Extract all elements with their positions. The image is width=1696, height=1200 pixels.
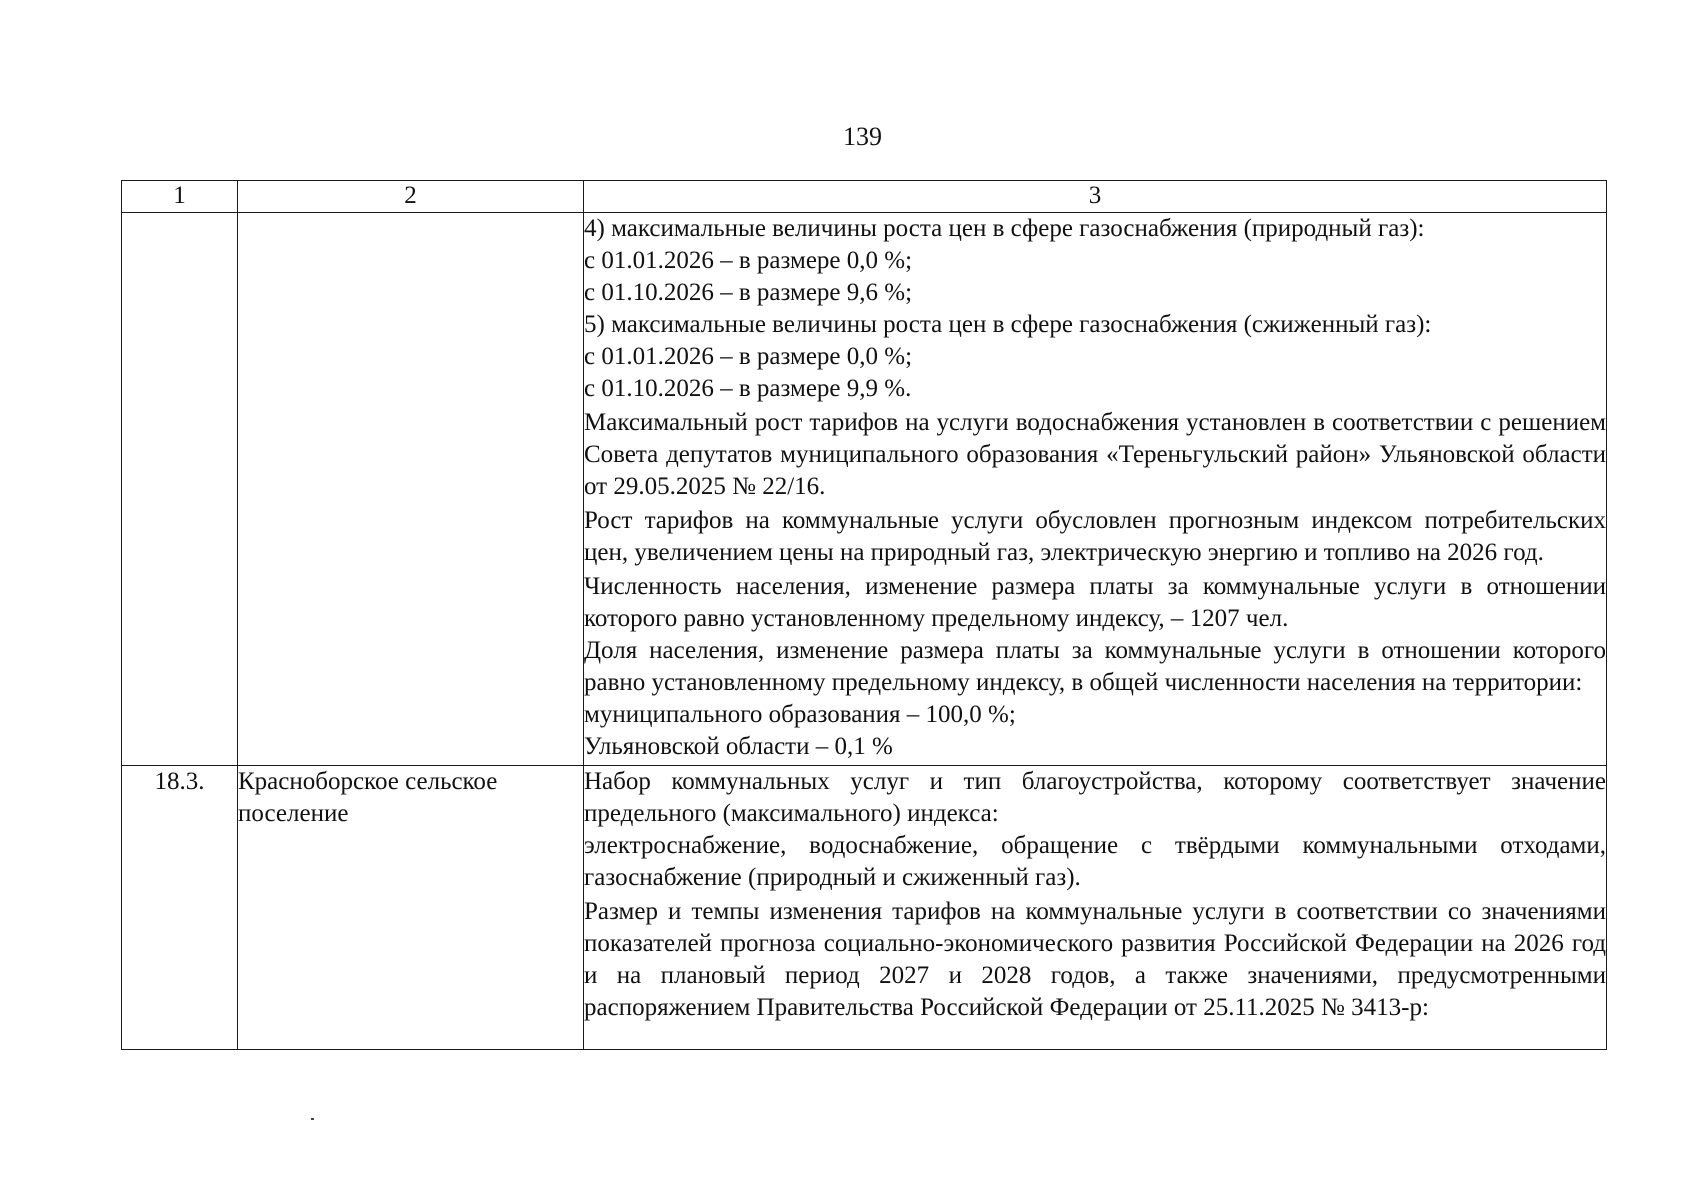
row-name-cell: Красноборское сельское поселение (238, 766, 584, 1050)
row-content-cell (584, 766, 1607, 1050)
gas-liquefied-jan: с 01.01.2026 – в размере 0,0 %; (584, 343, 913, 370)
tariff-table (121, 180, 1607, 1050)
services-list-paragraph: электроснабжение, водоснабжение, обращение с твёрдыми коммунальными отходами, газоснабжение (природный и сжиженный газ). (584, 832, 1606, 891)
tariff-rates-paragraph: Размер и темпы изменения тарифов на коммунальные услуги в соответствии со значениями показателей прогноза социально-экономического развития Российской Федерации на 2026 год и на плановый период 2027 и 2028 годов, а также значениями, предусмотренными распоряжением Правительства Российской Федерации от 25.11.2025 № 3413-р: (584, 898, 1606, 1021)
row-name-cell-empty (238, 213, 584, 766)
table-row-continued (122, 213, 1607, 766)
tariff-growth-paragraph: Рост тарифов на коммунальные услуги обусловлен прогнозным индексом потребительских цен, увеличением цены на природный газ, электрическую энергию и топливо на 2026 год. (584, 507, 1606, 566)
table-header-row (122, 181, 1607, 213)
row-number-cell: 18.3. (122, 766, 238, 1050)
gas-natural-heading: 4) максимальные величины роста цен в сфере газоснабжения (природный газ): (584, 215, 1425, 242)
gas-natural-jan: с 01.01.2026 – в размере 0,0 %; (584, 247, 913, 274)
column-header-2: 2 (238, 181, 584, 213)
gas-natural-oct: с 01.10.2026 – в размере 9,6 %; (584, 279, 913, 306)
population-count-paragraph: Численность населения, изменение размера платы за коммунальные услуги в отношении которого равно установленному предельному индексу, – 1207 чел. (584, 573, 1606, 632)
table-row-18-3 (122, 766, 1607, 1050)
population-share-paragraph: Доля населения, изменение размера платы за коммунальные услуги в отношении которого равно установленному предельному индексу, в общей численности населения на территории: (584, 637, 1606, 696)
column-header-1: 1 (122, 181, 238, 213)
share-municipal: муниципального образования – 100,0 %; (584, 701, 1016, 728)
row-content-cell (584, 213, 1607, 766)
gas-liquefied-oct: с 01.10.2026 – в размере 9,9 %. (584, 375, 912, 402)
row-number-cell-empty (122, 213, 238, 766)
page-number: 139 (843, 122, 882, 151)
share-region: Ульяновской области – 0,1 % (584, 733, 893, 760)
water-tariff-paragraph: Максимальный рост тарифов на услуги водоснабжения установлен в соответствии с решением Совета депутатов муниципального образования «Тереньгульский район» Ульяновской области от 29.05.2025 № 22/16. (584, 409, 1606, 500)
services-set-paragraph: Набор коммунальных услуг и тип благоустройства, которому соответствует значение предельного (максимального) индекса: (584, 768, 1606, 827)
scan-artifact-dot (311, 1118, 314, 1120)
column-header-3: 3 (584, 181, 1607, 213)
gas-liquefied-heading: 5) максимальные величины роста цен в сфере газоснабжения (сжиженный газ): (584, 311, 1432, 338)
